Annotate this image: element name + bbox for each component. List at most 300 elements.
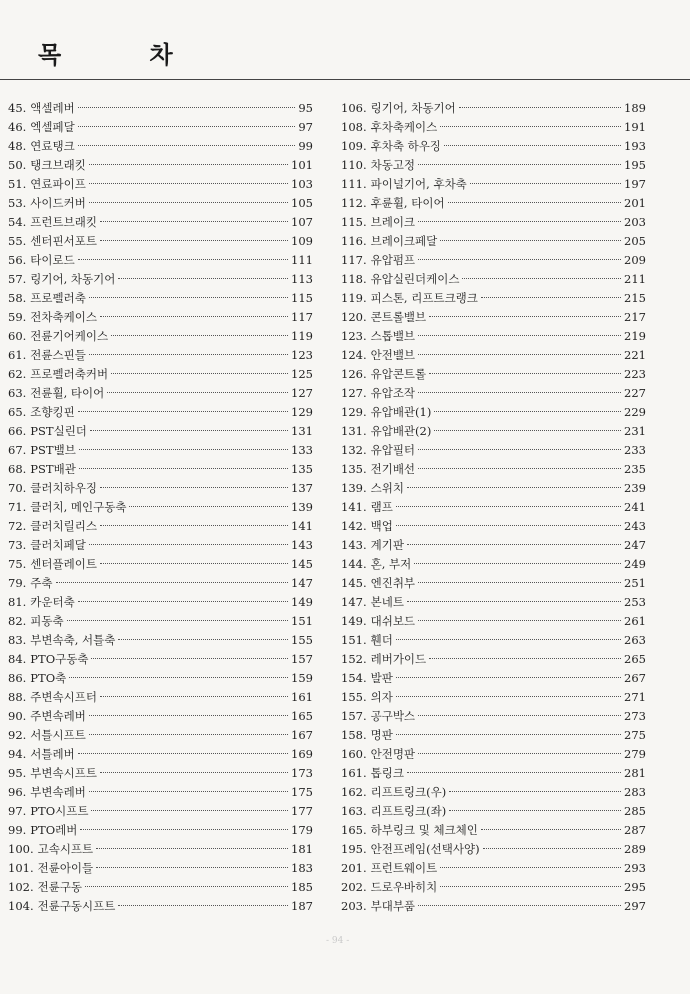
- toc-entry-number: 54.: [8, 215, 27, 229]
- toc-entry-number: 88.: [8, 690, 27, 704]
- toc-entry-title: 브레이크페달: [370, 234, 438, 248]
- toc-entry: [8, 574, 313, 593]
- toc-entry-page: 177: [291, 804, 313, 818]
- toc-dot-leader: [100, 696, 288, 697]
- toc-entry: [8, 156, 313, 175]
- toc-dot-leader: [78, 145, 296, 146]
- toc-entry-number: 149.: [341, 614, 367, 628]
- toc-entry: [341, 270, 646, 289]
- toc-entry-title: 하부링크 및 체크체인: [370, 823, 478, 837]
- toc-entry-page: 179: [291, 823, 313, 837]
- toc-entry-title: 부변속레버: [30, 785, 86, 799]
- toc-entry-title: 고속시프트: [37, 842, 94, 856]
- toc-entry-title: 레버가이드: [370, 652, 427, 666]
- toc-entry: [8, 346, 313, 365]
- toc-entry: [341, 802, 646, 821]
- toc-dot-leader: [418, 582, 621, 583]
- toc-entry-number: 155.: [341, 690, 367, 704]
- toc-entry: [341, 631, 646, 650]
- toc-entry-number: 100.: [8, 842, 34, 856]
- toc-entry: [341, 156, 646, 175]
- toc-entry: [341, 118, 646, 137]
- toc-dot-leader: [407, 487, 621, 488]
- toc-entry-number: 203.: [341, 899, 367, 913]
- toc-entry-title: 유압펌프: [370, 253, 416, 267]
- toc-entry-title: 부변속시프트: [30, 766, 97, 780]
- toc-entry: [341, 251, 646, 270]
- toc-entry: [8, 612, 313, 631]
- toc-entry-title: 연료탱크: [30, 139, 75, 153]
- toc-dot-leader: [396, 734, 621, 735]
- toc-entry-number: 97.: [8, 804, 27, 818]
- toc-entry: [8, 783, 313, 802]
- toc-entry-title: 계기판: [370, 538, 404, 552]
- toc-entry-page: 109: [291, 234, 313, 248]
- toc-entry-number: 119.: [341, 291, 367, 305]
- toc-entry-title: 전륜스핀들: [30, 348, 86, 362]
- toc-dot-leader: [129, 506, 288, 507]
- toc-dot-leader: [434, 411, 621, 412]
- toc-entry-number: 151.: [341, 633, 367, 647]
- toc-entry-number: 75.: [8, 557, 27, 571]
- toc-entry-title: 링기어, 차동기어: [370, 101, 456, 115]
- toc-entry-title: 차동고정: [370, 158, 416, 172]
- toc-entry-page: 135: [291, 462, 313, 476]
- toc-entry: [8, 897, 313, 916]
- toc-entry-title: PTO레버: [30, 823, 78, 837]
- toc-entry-number: 124.: [341, 348, 367, 362]
- toc-entry-title: 프런트웨이트: [370, 861, 438, 875]
- toc-dot-leader: [418, 468, 621, 469]
- toc-entry-title: PTO구동축: [30, 652, 89, 666]
- toc-entry-page: 113: [291, 272, 313, 286]
- toc-entry-number: 111.: [341, 177, 367, 191]
- toc-entry-title: 유압콘트롤: [370, 367, 427, 381]
- toc-entry-title: 주변속레버: [30, 709, 86, 723]
- toc-entry-number: 143.: [341, 538, 367, 552]
- toc-entry-number: 79.: [8, 576, 27, 590]
- toc-entry-number: 101.: [8, 861, 34, 875]
- footer-page-number: - 94 -: [326, 936, 350, 946]
- toc-entry-title: 엑셀페달: [30, 120, 75, 134]
- toc-entry-number: 99.: [8, 823, 27, 837]
- header-rule: [0, 79, 690, 80]
- toc-entry: [341, 574, 646, 593]
- toc-dot-leader: [396, 639, 621, 640]
- toc-entry-number: 109.: [341, 139, 367, 153]
- toc-column-left: [8, 99, 313, 916]
- toc-entry-number: 59.: [8, 310, 27, 324]
- toc-entry-page: 191: [624, 120, 646, 134]
- toc-entry: [341, 137, 646, 156]
- toc-entry-title: 스위치: [370, 481, 404, 495]
- toc-entry-number: 106.: [341, 101, 367, 115]
- toc-entry-number: 144.: [341, 557, 367, 571]
- toc-entry: [8, 99, 313, 118]
- toc-entry-number: 73.: [8, 538, 27, 552]
- toc-entry: [8, 175, 313, 194]
- toc-entry-title: 후차축 하우징: [370, 139, 441, 153]
- toc-entry-title: 브레이크: [370, 215, 416, 229]
- toc-entry-title: 유압배관(1): [370, 405, 432, 419]
- toc-entry-number: 162.: [341, 785, 367, 799]
- toc-entry-number: 108.: [341, 120, 367, 134]
- toc-dot-leader: [85, 886, 288, 887]
- toc-entry-page: 243: [624, 519, 646, 533]
- toc-entry-page: 141: [291, 519, 313, 533]
- toc-entry: [341, 726, 646, 745]
- toc-dot-leader: [100, 240, 288, 241]
- toc-entry-page: 297: [624, 899, 646, 913]
- toc-entry: [8, 764, 313, 783]
- toc-dot-leader: [89, 734, 288, 735]
- toc-dot-leader: [434, 430, 621, 431]
- toc-entry-number: 67.: [8, 443, 27, 457]
- toc-entry-page: 173: [291, 766, 313, 780]
- toc-entry: [8, 137, 313, 156]
- toc-entry-number: 160.: [341, 747, 367, 761]
- toc-entry-number: 142.: [341, 519, 367, 533]
- toc-entry-number: 131.: [341, 424, 367, 438]
- toc-entry-page: 211: [624, 272, 646, 286]
- toc-entry-page: 107: [291, 215, 313, 229]
- toc-entry-number: 157.: [341, 709, 367, 723]
- toc-entry-number: 70.: [8, 481, 27, 495]
- toc-entry: [8, 726, 313, 745]
- toc-dot-leader: [80, 829, 288, 830]
- toc-dot-leader: [107, 392, 288, 393]
- toc-dot-leader: [67, 620, 288, 621]
- toc-entry: [341, 327, 646, 346]
- toc-dot-leader: [407, 544, 621, 545]
- toc-dot-leader: [89, 544, 288, 545]
- toc-dot-leader: [418, 449, 621, 450]
- toc-entry-number: 154.: [341, 671, 367, 685]
- toc-entry-title: 휀더: [370, 633, 393, 647]
- toc-dot-leader: [418, 354, 621, 355]
- toc-entry-number: 71.: [8, 500, 27, 514]
- toc-entry-title: 대쉬보드: [370, 614, 416, 628]
- toc-entry-page: 223: [624, 367, 646, 381]
- toc-entry-page: 183: [291, 861, 313, 875]
- toc-entry: [8, 859, 313, 878]
- toc-entry-page: 97: [298, 120, 313, 134]
- toc-entry-title: 프로펠러축커버: [30, 367, 109, 381]
- toc-entry: [8, 650, 313, 669]
- toc-entry-title: 발판: [370, 671, 393, 685]
- toc-entry-title: 탱크브래킷: [30, 158, 86, 172]
- toc-entry-title: 엔진취부: [370, 576, 416, 590]
- toc-entry-number: 141.: [341, 500, 367, 514]
- toc-entry-title: 드로우바히치: [370, 880, 438, 894]
- toc-entry-title: 유압필터: [370, 443, 416, 457]
- toc-entry-title: 피동축: [30, 614, 64, 628]
- toc-entry-page: 149: [291, 595, 313, 609]
- toc-entry-number: 83.: [8, 633, 27, 647]
- toc-entry-title: 혼, 부저: [370, 557, 412, 571]
- toc-entry-title: 전기배선: [370, 462, 416, 476]
- toc-entry-number: 116.: [341, 234, 367, 248]
- toc-entry: [8, 840, 313, 859]
- toc-entry: [341, 384, 646, 403]
- toc-entry-number: 92.: [8, 728, 27, 742]
- toc-entry-title: 콘트롤밸브: [370, 310, 427, 324]
- toc-entry-title: 후차축케이스: [370, 120, 438, 134]
- toc-entry-number: 56.: [8, 253, 27, 267]
- toc-dot-leader: [429, 316, 621, 317]
- toc-entry-page: 233: [624, 443, 646, 457]
- toc-entry-page: 205: [624, 234, 646, 248]
- toc-dot-leader: [78, 107, 296, 108]
- toc-dot-leader: [78, 126, 296, 127]
- toc-dot-leader: [418, 221, 621, 222]
- toc-entry-page: 119: [291, 329, 313, 343]
- toc-dot-leader: [429, 658, 621, 659]
- toc-dot-leader: [89, 791, 288, 792]
- toc-entry: [8, 517, 313, 536]
- toc-entry-page: 105: [291, 196, 313, 210]
- toc-entry-page: 271: [624, 690, 646, 704]
- toc-entry: [8, 118, 313, 137]
- toc-entry: [8, 308, 313, 327]
- toc-entry: [341, 346, 646, 365]
- toc-entry-title: 유압배관(2): [370, 424, 432, 438]
- toc-entry-page: 145: [291, 557, 313, 571]
- toc-dot-leader: [470, 183, 621, 184]
- toc-entry-page: 263: [624, 633, 646, 647]
- toc-entry-number: 86.: [8, 671, 27, 685]
- toc-entry-page: 161: [291, 690, 313, 704]
- toc-entry: [341, 498, 646, 517]
- toc-entry-title: PST밸브: [30, 443, 76, 457]
- toc-entry-title: 전차축케이스: [30, 310, 97, 324]
- toc-entry-title: 안전프레임(선택사양): [370, 842, 480, 856]
- toc-entry-number: 163.: [341, 804, 367, 818]
- toc-entry-number: 60.: [8, 329, 27, 343]
- toc-dot-leader: [449, 791, 621, 792]
- toc-entry-page: 279: [624, 747, 646, 761]
- toc-dot-leader: [100, 525, 288, 526]
- toc-entry-page: 283: [624, 785, 646, 799]
- toc-entry: [8, 422, 313, 441]
- toc-dot-leader: [440, 867, 621, 868]
- toc-entry-title: 부대부품: [370, 899, 416, 913]
- toc-entry-number: 112.: [341, 196, 367, 210]
- toc-entry: [8, 878, 313, 897]
- toc-entry-title: 링기어, 차동기어: [30, 272, 116, 286]
- toc-dot-leader: [448, 202, 621, 203]
- toc-entry: [341, 99, 646, 118]
- toc-entry: [8, 631, 313, 650]
- toc-entry-page: 175: [291, 785, 313, 799]
- toc-entry: [8, 536, 313, 555]
- toc-dot-leader: [396, 696, 621, 697]
- toc-entry: [8, 555, 313, 574]
- toc-entry-title: 서틀시프트: [30, 728, 86, 742]
- toc-entry: [8, 821, 313, 840]
- toc-entry-number: 158.: [341, 728, 367, 742]
- toc-entry-title: PTO시프트: [30, 804, 89, 818]
- toc-dot-leader: [407, 772, 621, 773]
- toc-entry-page: 167: [291, 728, 313, 742]
- toc-entry-number: 147.: [341, 595, 367, 609]
- toc-entry-number: 51.: [8, 177, 27, 191]
- toc-entry: [341, 897, 646, 916]
- toc-entry-number: 126.: [341, 367, 367, 381]
- toc-dot-leader: [407, 601, 621, 602]
- toc-entry-title: 안전밸브: [370, 348, 416, 362]
- toc-entry-title: 명판: [370, 728, 393, 742]
- toc-dot-leader: [440, 240, 621, 241]
- toc-entry-page: 265: [624, 652, 646, 666]
- toc-dot-leader: [78, 259, 288, 260]
- toc-entry-title: 부변속축, 서틀축: [30, 633, 116, 647]
- toc-entry-page: 117: [291, 310, 313, 324]
- toc-entry-number: 57.: [8, 272, 27, 286]
- toc-entry: [341, 555, 646, 574]
- toc-entry: [341, 441, 646, 460]
- toc-entry-title: 파이널기어, 후차축: [370, 177, 467, 191]
- toc-entry-number: 117.: [341, 253, 367, 267]
- toc-entry: [8, 441, 313, 460]
- toc-entry: [8, 688, 313, 707]
- toc-entry: [341, 783, 646, 802]
- toc-dot-leader: [111, 373, 288, 374]
- toc-entry: [341, 479, 646, 498]
- toc-entry-title: 공구박스: [370, 709, 416, 723]
- toc-entry-page: 193: [624, 139, 646, 153]
- toc-entry: [341, 878, 646, 897]
- toc-entry-page: 157: [291, 652, 313, 666]
- toc-dot-leader: [396, 506, 621, 507]
- toc-entry-page: 247: [624, 538, 646, 552]
- toc-dot-leader: [481, 297, 621, 298]
- toc-entry-page: 273: [624, 709, 646, 723]
- toc-entry-page: 241: [624, 500, 646, 514]
- toc-entry-page: 239: [624, 481, 646, 495]
- toc-entry-number: 115.: [341, 215, 367, 229]
- toc-entry-number: 58.: [8, 291, 27, 305]
- toc-dot-leader: [462, 278, 621, 279]
- toc-entry-page: 219: [624, 329, 646, 343]
- toc-entry: [8, 460, 313, 479]
- toc-dot-leader: [440, 886, 621, 887]
- toc-entry: [8, 365, 313, 384]
- toc-dot-leader: [418, 715, 621, 716]
- toc-entry-number: 104.: [8, 899, 34, 913]
- toc-dot-leader: [414, 563, 621, 564]
- toc-dot-leader: [100, 221, 288, 222]
- toc-dot-leader: [89, 297, 288, 298]
- toc-entry: [8, 213, 313, 232]
- toc-dot-leader: [429, 373, 621, 374]
- toc-entry: [341, 669, 646, 688]
- toc-entry-page: 281: [624, 766, 646, 780]
- toc-entry-page: 111: [291, 253, 313, 267]
- toc-entry-number: 65.: [8, 405, 27, 419]
- toc-entry-number: 165.: [341, 823, 367, 837]
- toc-dot-leader: [89, 354, 288, 355]
- toc-entry-page: 251: [624, 576, 646, 590]
- toc-entry-page: 139: [291, 500, 313, 514]
- toc-entry-title: 백업: [370, 519, 393, 533]
- toc-entry-title: 안전명판: [370, 747, 416, 761]
- toc-entry-title: 주축: [30, 576, 53, 590]
- toc-entry-title: 프런트브래킷: [30, 215, 97, 229]
- toc-entry-number: 96.: [8, 785, 27, 799]
- toc-entry: [341, 821, 646, 840]
- toc-entry-title: 클러치릴리스: [30, 519, 97, 533]
- toc-entry-page: 227: [624, 386, 646, 400]
- toc-entry-page: 189: [624, 101, 646, 115]
- toc-dot-leader: [396, 677, 621, 678]
- toc-entry-number: 82.: [8, 614, 27, 628]
- toc-entry-number: 90.: [8, 709, 27, 723]
- toc-entry-title: 센터플레이트: [30, 557, 97, 571]
- toc-dot-leader: [96, 848, 288, 849]
- toc-entry-number: 132.: [341, 443, 367, 457]
- toc-entry-page: 127: [291, 386, 313, 400]
- toc-entry-page: 215: [624, 291, 646, 305]
- toc-entry-title: 유압조작: [370, 386, 416, 400]
- toc-entry-number: 81.: [8, 595, 27, 609]
- toc-entry: [8, 707, 313, 726]
- toc-entry-page: 165: [291, 709, 313, 723]
- toc-entry-title: 사이드커버: [30, 196, 86, 210]
- toc-entry-page: 101: [291, 158, 313, 172]
- toc-entry: [8, 403, 313, 422]
- toc-entry: [341, 213, 646, 232]
- toc-entry-page: 115: [291, 291, 313, 305]
- toc-entry-page: 261: [624, 614, 646, 628]
- toc-entry: [8, 593, 313, 612]
- toc-entry-title: 조향킹핀: [30, 405, 75, 419]
- toc-entry-title: 액셀레버: [30, 101, 75, 115]
- toc-entry: [341, 612, 646, 631]
- toc-entry-page: 275: [624, 728, 646, 742]
- toc-entry: [341, 840, 646, 859]
- toc-entry: [8, 270, 313, 289]
- toc-dot-leader: [56, 582, 289, 583]
- toc-dot-leader: [100, 316, 288, 317]
- page-header: [0, 0, 690, 82]
- toc-entry-page: 159: [291, 671, 313, 685]
- toc-entry-page: 187: [291, 899, 313, 913]
- toc-entry: [8, 327, 313, 346]
- toc-entry: [8, 251, 313, 270]
- toc-entry-page: 287: [624, 823, 646, 837]
- toc-dot-leader: [89, 164, 288, 165]
- toc-entry: [341, 194, 646, 213]
- toc-dot-leader: [118, 639, 288, 640]
- toc-entry-title: 연료파이프: [30, 177, 86, 191]
- toc-entry: [341, 650, 646, 669]
- toc-entry: [341, 232, 646, 251]
- toc-entry-number: 62.: [8, 367, 27, 381]
- toc-entry-number: 48.: [8, 139, 27, 153]
- toc-column-right: [341, 99, 646, 916]
- toc-entry: [8, 498, 313, 517]
- toc-entry-title: PTO축: [30, 671, 67, 685]
- toc-entry-number: 195.: [341, 842, 367, 856]
- toc-entry-page: 201: [624, 196, 646, 210]
- toc-entry-page: 155: [291, 633, 313, 647]
- toc-entry-page: 209: [624, 253, 646, 267]
- toc-entry-number: 68.: [8, 462, 27, 476]
- toc-entry-page: 293: [624, 861, 646, 875]
- toc-entry-title: PST실린더: [30, 424, 87, 438]
- toc-entry-number: 102.: [8, 880, 34, 894]
